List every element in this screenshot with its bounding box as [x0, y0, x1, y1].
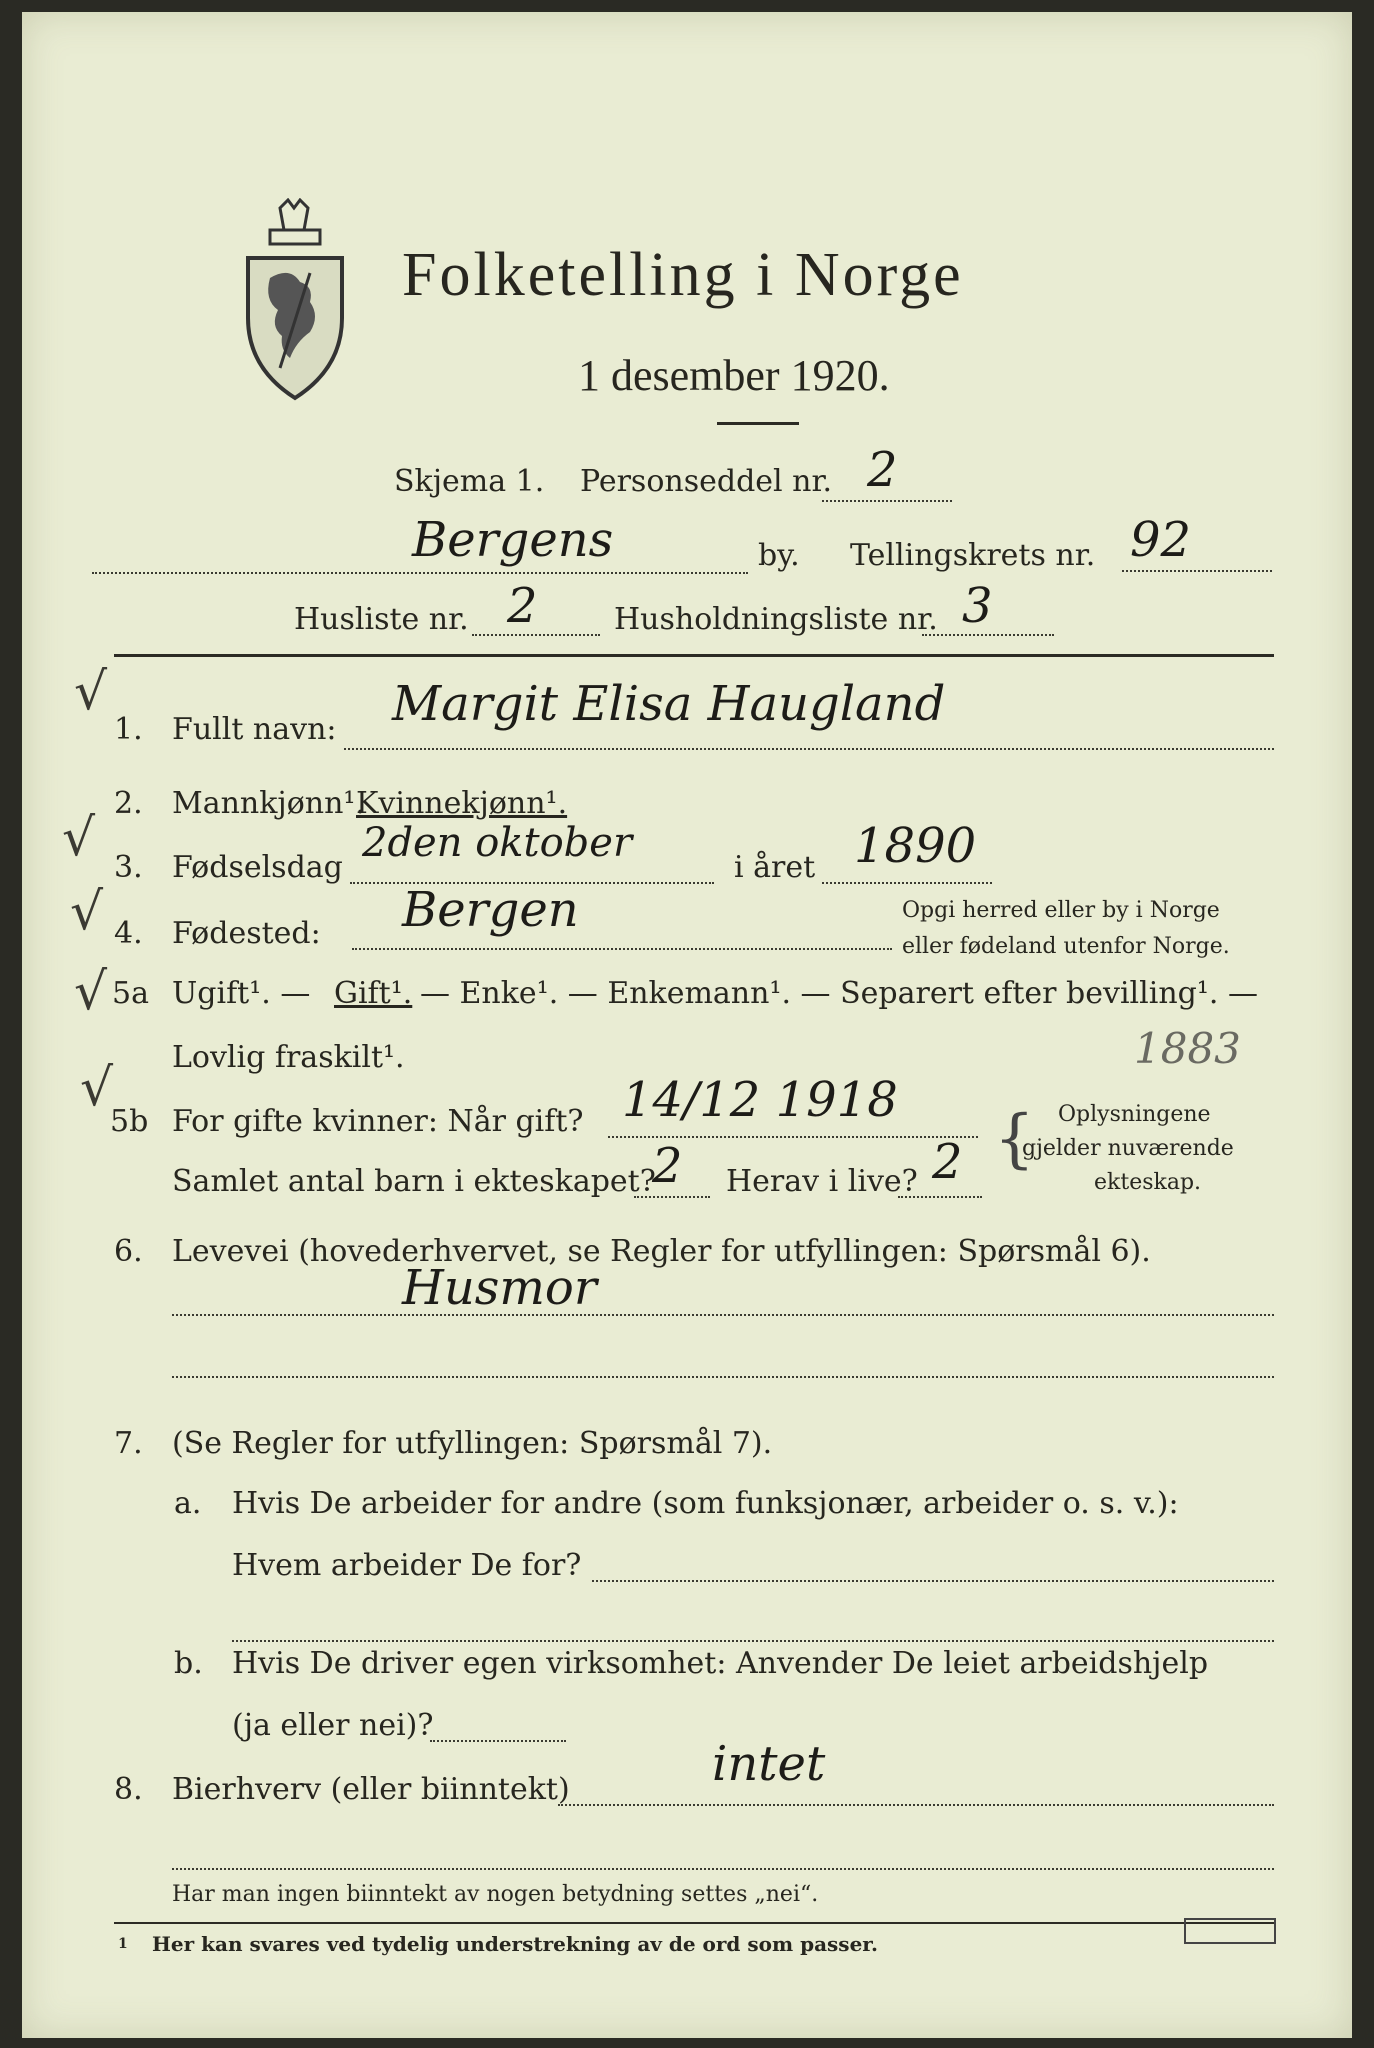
tellingskrets-label: Tellingskrets nr.	[850, 538, 1096, 573]
q5b-note-line3: ekteskap.	[1094, 1170, 1202, 1195]
q7-label: (Se Regler for utfyllingen: Spørsmål 7).	[172, 1426, 773, 1461]
checkmark-1: √	[74, 662, 108, 722]
q5a-number: 5a	[112, 976, 149, 1011]
q4-number: 4.	[114, 916, 143, 951]
footer-note: Har man ingen biinntekt av nogen betydning settes „nei“.	[172, 1882, 819, 1907]
q7a-employer-line	[592, 1580, 1274, 1582]
checkmark-4: √	[70, 882, 104, 942]
q1-number: 1.	[114, 712, 143, 747]
q5b-children-label: Samlet antal barn i ekteskapet?	[172, 1164, 656, 1199]
q3-birth-year: 1890	[854, 818, 977, 874]
q5b-note-line1: Oplysningene	[1058, 1102, 1211, 1127]
husholdningsliste-line	[922, 634, 1054, 636]
census-date: 1 desember 1920.	[578, 351, 890, 400]
husliste-value: 2	[507, 578, 538, 634]
personseddel-label: Personseddel nr.	[580, 464, 833, 499]
q5b-brace: {	[994, 1102, 1035, 1176]
q3-year-line	[822, 882, 992, 884]
q7a-employer-label: Hvem arbeider De for?	[232, 1548, 582, 1583]
q5b-number: 5b	[110, 1104, 149, 1139]
q3-birthdate: 2den oktober	[362, 820, 633, 866]
city-line	[92, 572, 748, 574]
checkmark-5a: √	[74, 962, 108, 1022]
city-value: Bergens	[412, 512, 614, 568]
q3-label: Fødselsdag	[172, 850, 343, 885]
footer-rule	[114, 1922, 1274, 1924]
q6-line-2	[172, 1376, 1274, 1378]
q8-line	[558, 1804, 1274, 1806]
q6-label: Levevei (hovederhvervet, se Regler for utfyllingen: Spørsmål 6).	[172, 1234, 1151, 1269]
q2-female-option: Kvinnekjønn¹.	[356, 786, 568, 821]
q6-occupation: Husmor	[402, 1260, 597, 1316]
q7b-yes-no-label: (ja eller nei)?	[232, 1708, 434, 1743]
printer-stamp	[1184, 1918, 1276, 1944]
personseddel-line	[822, 500, 952, 502]
q5b-alive-label: Herav i live?	[726, 1164, 918, 1199]
header-rule	[114, 654, 1274, 657]
q5a-divorced-option: Lovlig fraskilt¹.	[172, 1040, 405, 1075]
q5a-ugift-option: Ugift¹. —	[172, 976, 311, 1011]
q4-birthplace: Bergen	[402, 882, 579, 938]
q1-full-name: Margit Elisa Haugland	[392, 676, 946, 732]
form-title: Folketelling i Norge	[402, 241, 964, 309]
q8-number: 8.	[114, 1772, 143, 1807]
q5a-margin-note: 1883	[1134, 1024, 1241, 1073]
q7b-text: Hvis De driver egen virksomhet: Anvender De leiet arbeidshjelp	[232, 1646, 1209, 1681]
checkmark-5b: √	[80, 1058, 114, 1118]
q5b-children-line	[634, 1196, 710, 1198]
q7-number: 7.	[114, 1426, 143, 1461]
norway-coat-of-arms-icon	[240, 198, 350, 403]
q5b-label: For gifte kvinner: Når gift?	[172, 1104, 584, 1139]
schema-label: Skjema 1.	[394, 464, 545, 499]
q1-label: Fullt navn:	[172, 712, 337, 747]
checkmark-3: √	[62, 808, 96, 868]
q7a-letter: a.	[174, 1486, 202, 1521]
q5b-alive-value: 2	[932, 1134, 963, 1190]
q5b-married-date: 14/12 1918	[622, 1072, 898, 1128]
personseddel-value: 2	[867, 442, 898, 498]
q4-note-line2: eller fødeland utenfor Norge.	[902, 934, 1230, 959]
footnote-number: 1	[118, 1936, 128, 1952]
q5b-children-value: 2	[652, 1138, 683, 1194]
census-form	[22, 12, 1352, 2038]
q2-number: 2.	[114, 786, 143, 821]
q8-label: Bierhverv (eller biinntekt)	[172, 1772, 570, 1807]
husliste-line	[472, 634, 600, 636]
q3-year-label: i året	[734, 850, 816, 885]
husliste-label: Husliste nr.	[294, 602, 469, 637]
tellingskrets-value: 92	[1130, 512, 1192, 568]
q5b-alive-line	[898, 1196, 982, 1198]
footnote-text: Her kan svares ved tydelig understrekning av de ord som passer.	[152, 1932, 878, 1956]
q8-side-income: intet	[712, 1736, 826, 1792]
q7a-extra-line	[232, 1640, 1274, 1642]
q7a-text: Hvis De arbeider for andre (som funksjonær, arbeider o. s. v.):	[232, 1486, 1179, 1521]
q4-line	[352, 948, 892, 950]
by-label: by.	[758, 538, 800, 573]
q4-label: Fødested:	[172, 916, 321, 951]
q7b-letter: b.	[174, 1646, 203, 1681]
q5a-other-options: — Enke¹. — Enkemann¹. — Separert efter bevilling¹. —	[420, 976, 1258, 1011]
q5a-gift-option: Gift¹.	[334, 976, 413, 1011]
title-divider	[717, 422, 799, 425]
husholdningsliste-value: 3	[962, 578, 993, 634]
q4-note-line1: Opgi herred eller by i Norge	[902, 898, 1220, 923]
q7b-line	[430, 1740, 566, 1742]
q6-line-1	[172, 1314, 1274, 1316]
q5b-note-line2: gjelder nuværende	[1022, 1136, 1234, 1161]
q1-line	[344, 748, 1274, 750]
q2-male-option: Mannkjønn¹.	[172, 786, 365, 821]
q3-number: 3.	[114, 850, 143, 885]
tellingskrets-line	[1122, 570, 1272, 572]
q8-extra-line	[172, 1868, 1274, 1870]
husholdningsliste-label: Husholdningsliste nr.	[614, 602, 938, 637]
q6-number: 6.	[114, 1234, 143, 1269]
